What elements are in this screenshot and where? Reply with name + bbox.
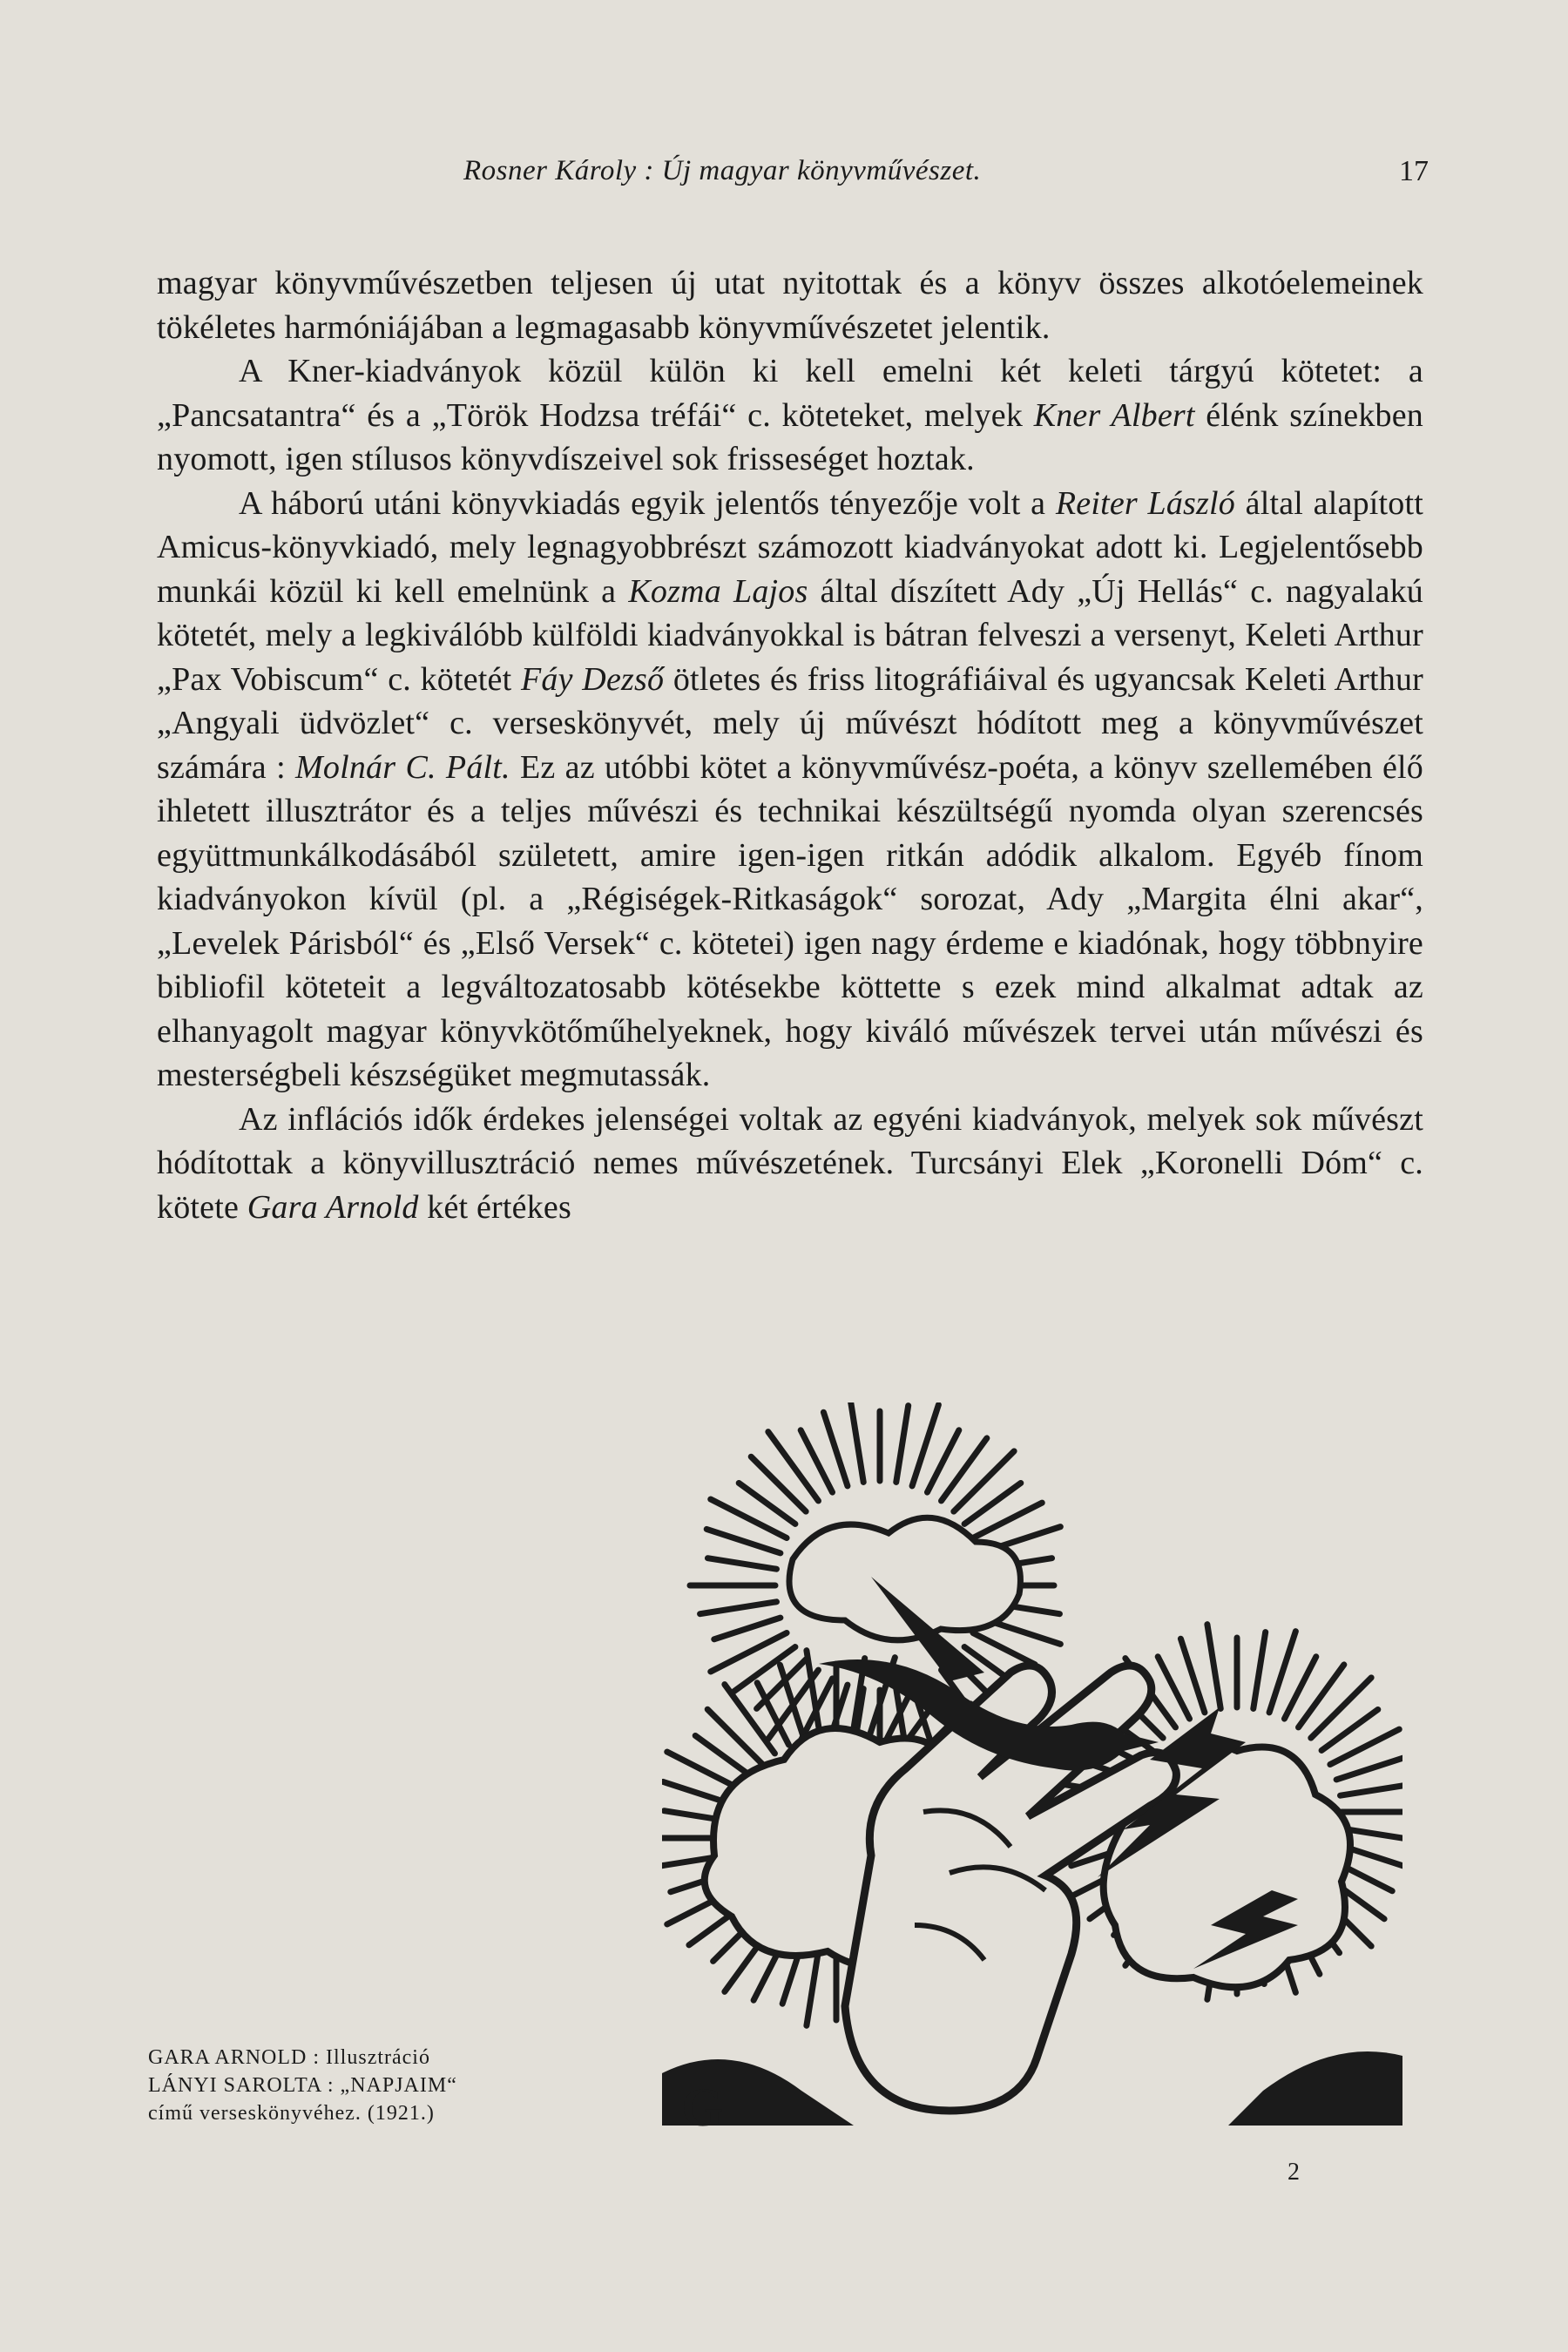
ray-stroke [700, 1602, 777, 1614]
page-number: 17 [1399, 155, 1429, 187]
ray-stroke [1180, 1639, 1205, 1713]
text-run: Ez az utóbbi kötet a könyvművész-poéta, a könyv szellemében élő ihletett illusztrátor és a teljes művészi és technikai készültségű nyomda olyan szerencsés együttmunkálkodásából született, amire igen-igen ritkán adódik alkalom. Egyéb fínom kiadványokon kívül (pl. a „Régiségek-Ritkaságok“ sorozat, Ady „Margita élni akar“, „Levelek Párisból“ és „Első Versek“ c. kötetei) igen nagy érdeme e kiadónak, hogy többnyire bibliofil köteteit a legváltozatosabb kötésekbe köttette s ezek mind alkalmat adtak az elhanyagolt magyar könyvkötőműhelyeknek, hogy kiváló művészek tervei után művészi és mesterségbeli készségüket megmutassák. [157, 748, 1423, 1093]
cloud-shape [789, 1517, 1020, 1640]
ray-stroke [850, 1402, 863, 1482]
ray-stroke [1207, 1625, 1220, 1709]
monogram-letter: G [681, 2078, 724, 2138]
ray-stroke [751, 1456, 806, 1511]
text-run: ötletes és friss litográfiáival és ugyancsak Keleti Arthur „Angyali üdvözlet“ c. verseskönyvét, mely új művészt hódított meg a könyvművészet számára : [157, 660, 1423, 786]
ray-stroke [768, 1432, 819, 1501]
ray-stroke [954, 1451, 1014, 1511]
text-run: A Kner-kiadványok közül külön ki kell emelni két keleti tárgyú kötetet: a „Pancsatantra“ és a „Török Hodzsa tréfái“ c. köteteket, melyek [157, 353, 1423, 434]
text-run: magyar könyvművészetben teljesen új utat nyitottak és a könyv összes alkotóelemeinek tökéletes harmóniájában a legmagasabb könyvművészetet jelentik. [157, 265, 1423, 346]
ray-stroke [706, 1529, 781, 1553]
body-paragraph [157, 1098, 1423, 1230]
signature-mark: 2 [1288, 2159, 1300, 2186]
artist-monogram [678, 2077, 727, 2138]
text-run: Az inflációs idők érdekes jelenségei voltak az egyéni kiadványok, melyek sok művészt hódítottak a könyvillusztráció nemes művészetének. Turcsányi Elek „Koronelli Dóm“ c. kötete [157, 1100, 1423, 1226]
caption-line: LÁNYI SAROLTA : „NAPJAIM“ [148, 2074, 457, 2097]
caption-line: GARA ARNOLD : Illusztráció [148, 2046, 430, 2069]
italic-name: Reiter László [1055, 484, 1235, 522]
italic-name: Kozma Lajos [628, 572, 808, 610]
text-run: által díszített Ady „Új Hellás“ c. nagyalakú kötetét, mely a legkiválóbb külföldi kiadványokkal is bátran felveszi a versenyt, Keleti Arthur „Pax Vobiscum“ c. kötetét [157, 572, 1423, 698]
running-title: Rosner Károly : Új magyar könyvművészet. [463, 155, 982, 186]
italic-name: Molnár C. Pált. [295, 748, 510, 786]
ray-stroke [714, 1618, 781, 1639]
text-run: A háború utáni könyvkiadás egyik jelentős tényezője volt a [239, 484, 1056, 522]
text-run: élénk színekben nyomott, igen stílusos könyvdíszeivel sok frisseséget hoztak. [157, 396, 1423, 477]
body-paragraph [157, 261, 1423, 349]
italic-name: Fáy Dezső [521, 660, 665, 698]
ray-stroke [896, 1406, 909, 1483]
italic-name: Gara Arnold [247, 1188, 419, 1226]
caption-line: című verseskönyvéhez. (1921.) [148, 2102, 435, 2125]
italic-name: Kner Albert [1033, 396, 1195, 434]
running-head [157, 155, 1429, 199]
text-run: két értékes [418, 1188, 571, 1226]
illustration-caption [148, 2044, 601, 2127]
ray-stroke [707, 1558, 776, 1570]
ray-stroke [823, 1412, 848, 1486]
body-paragraph [157, 349, 1423, 482]
ray-stroke [1311, 1678, 1371, 1738]
ray-stroke [1254, 1632, 1266, 1709]
text-run: által alapított Amicus-könyvkiadó, mely legnagyobbrészt számozott kiadványokat adott ki. Legjelentősebb munkái közül ki kell emelnünk a [157, 484, 1423, 610]
body-text [157, 261, 1423, 1229]
woodcut-illustration [662, 1402, 1402, 2126]
ray-stroke [707, 1709, 762, 1764]
ray-stroke [1341, 1785, 1402, 1796]
body-paragraph [157, 482, 1423, 1098]
